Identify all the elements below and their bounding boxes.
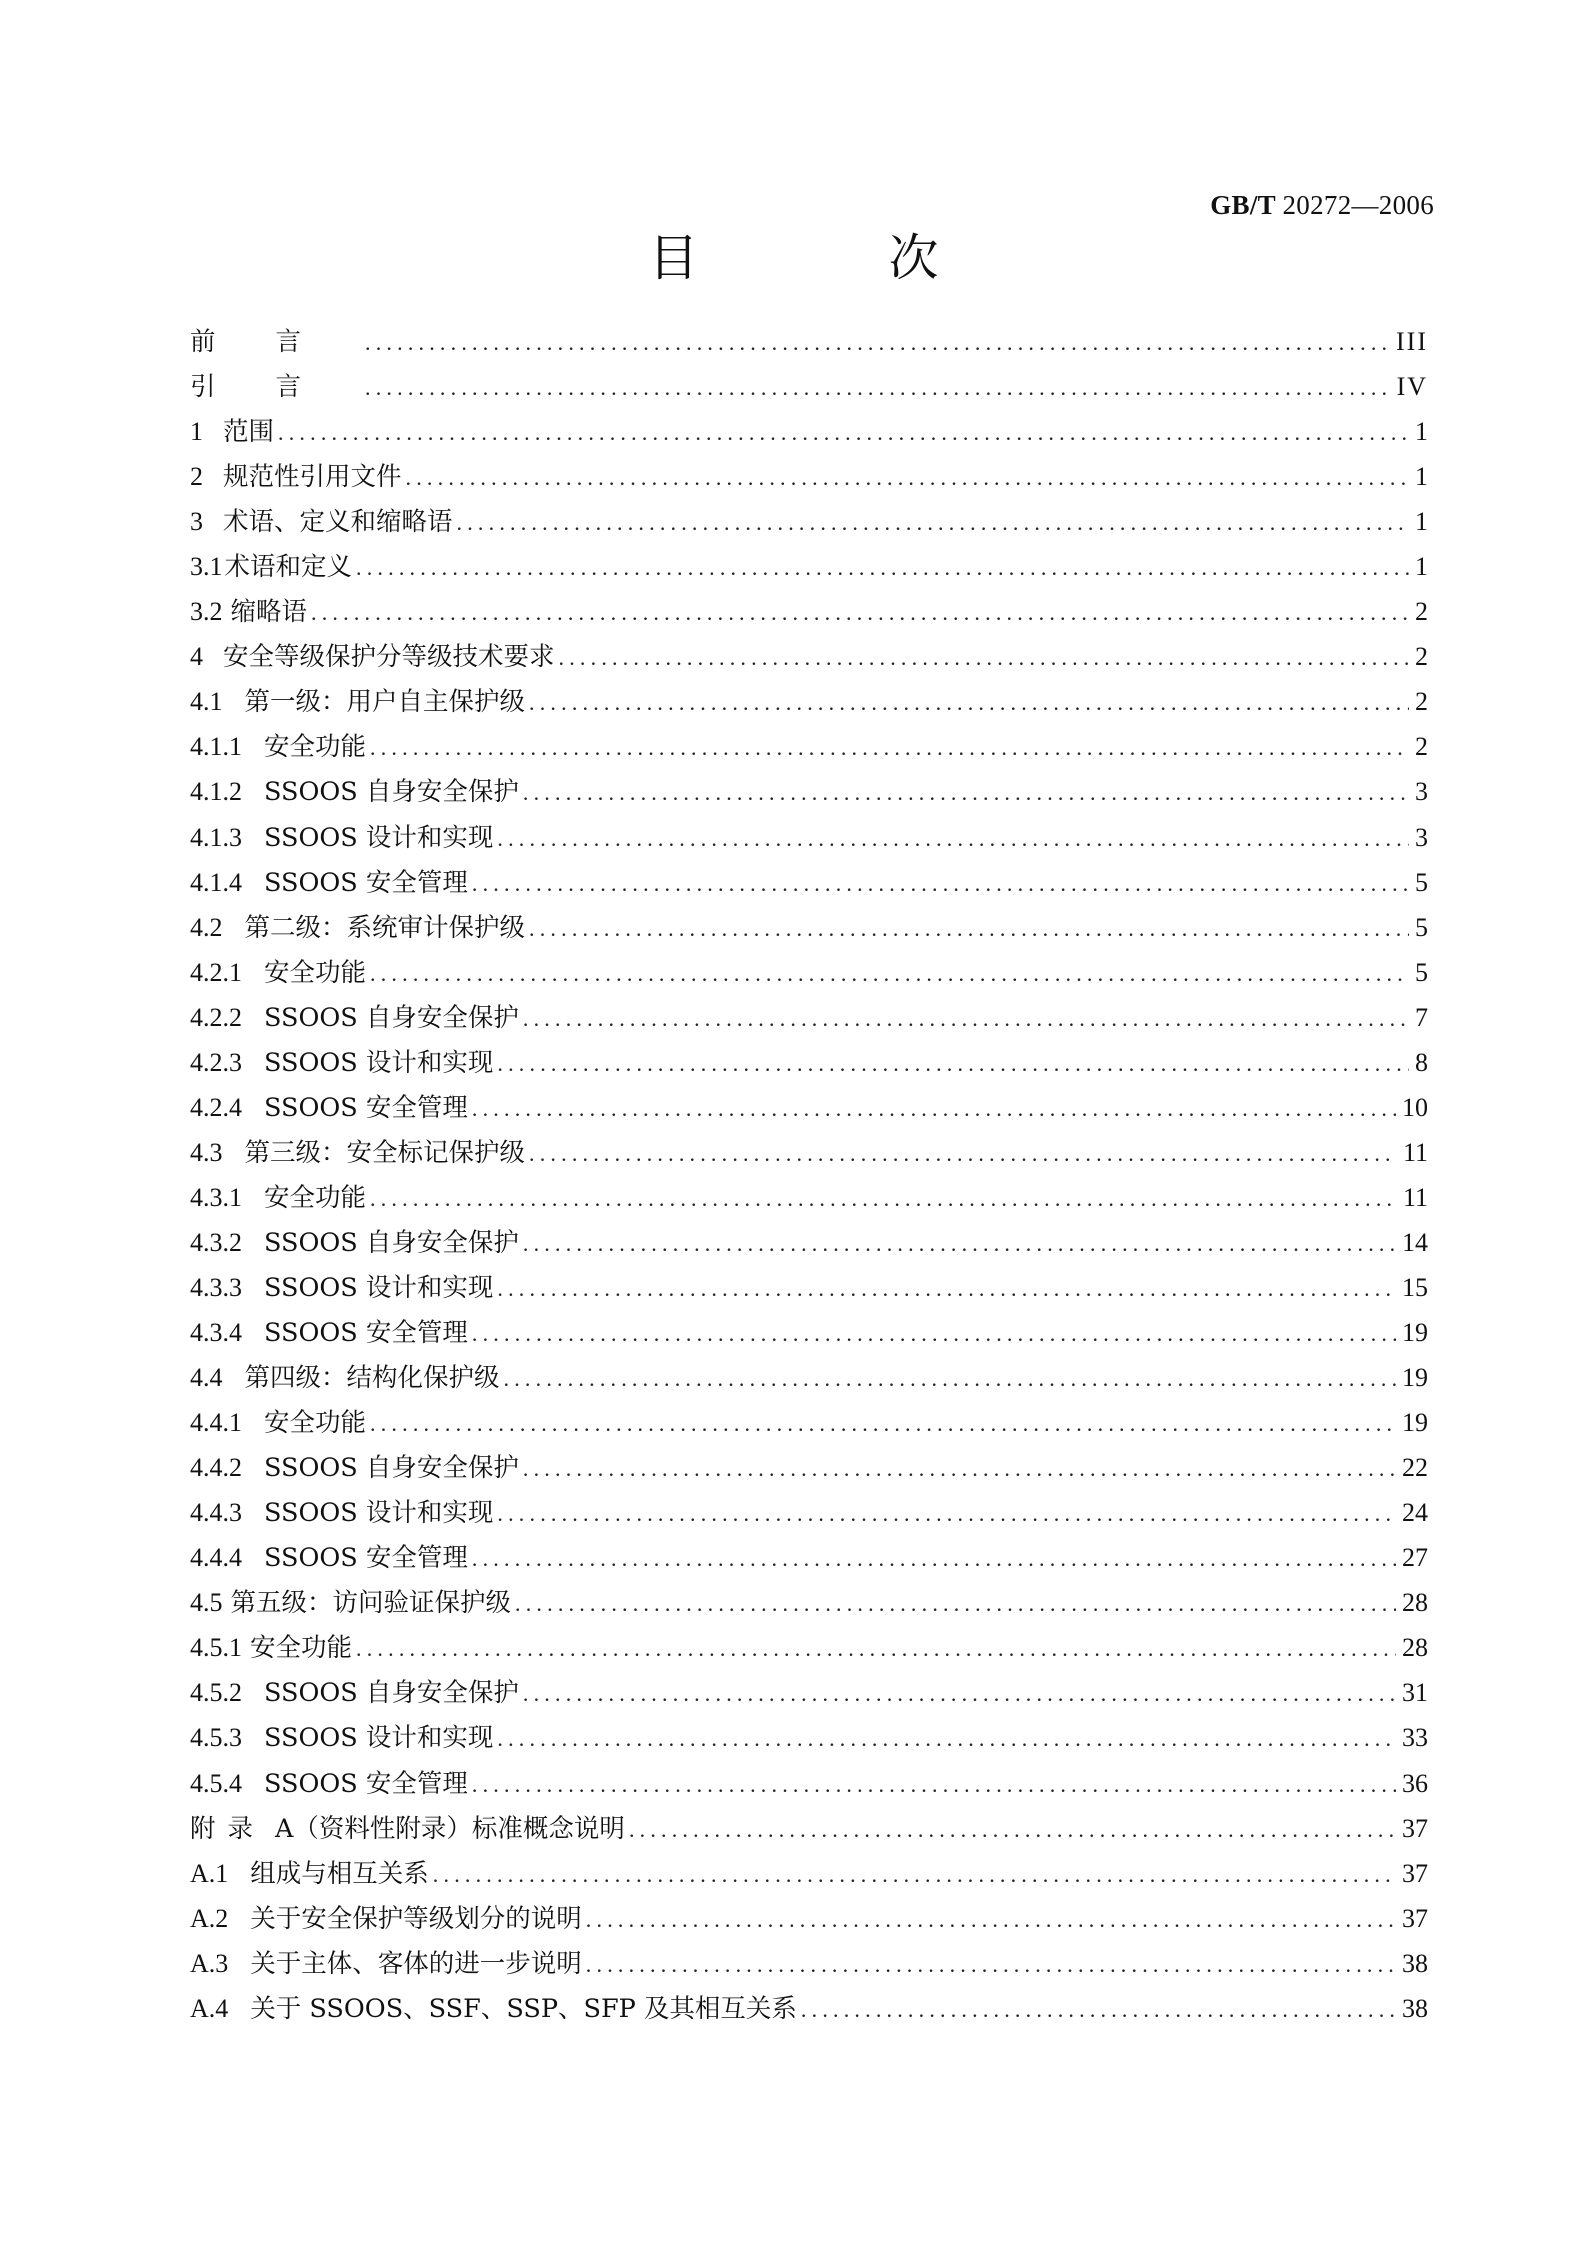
toc-entry-number: 3: [190, 507, 203, 537]
toc-leader-dots: [370, 951, 1409, 996]
toc-entry[interactable]: [190, 860, 1428, 905]
toc-entry-number: 4.5.2: [190, 1678, 242, 1708]
toc-entry-page: 19: [1402, 1318, 1428, 1348]
toc-entry-title: A（资料性附录）标准概念说明: [275, 1813, 625, 1844]
toc-entry-title: 安全功能: [250, 1633, 353, 1664]
toc-entry-number: 4.2: [190, 912, 223, 942]
toc-leader-dots: [497, 1041, 1409, 1086]
toc-entry-number: 4.5: [190, 1588, 223, 1618]
toc-entry-number: 4.3.4: [190, 1318, 242, 1348]
toc-entry[interactable]: [190, 544, 1428, 589]
toc-leader-dots: [586, 1942, 1396, 1987]
toc-leader-dots: [586, 1897, 1396, 1942]
toc-entry-page: 5: [1415, 867, 1428, 897]
toc-entry-page: 28: [1402, 1633, 1428, 1663]
toc-entry-number: 4.5.3: [190, 1723, 242, 1753]
toc-leader-dots: [472, 1311, 1396, 1356]
toc-entry-page: 1: [1415, 552, 1428, 582]
toc-entry[interactable]: [190, 634, 1428, 679]
toc-leader-dots: [801, 1987, 1396, 2032]
toc-entry[interactable]: [190, 995, 1428, 1040]
toc-entry[interactable]: [190, 319, 1428, 364]
toc-entry-number: 4.4.3: [190, 1498, 242, 1528]
toc-entry-page: 22: [1402, 1453, 1428, 1483]
toc-entry[interactable]: [190, 499, 1428, 544]
standard-prefix: GB/T: [1210, 190, 1276, 220]
toc-entry-page: 14: [1402, 1227, 1428, 1257]
toc-entry-number: 4.4.4: [190, 1543, 242, 1573]
toc-leader-dots: [523, 1671, 1396, 1716]
toc-entry[interactable]: [190, 1715, 1428, 1760]
toc-entry-number: 4.1.4: [190, 867, 242, 897]
toc-leader-dots: [504, 1356, 1396, 1401]
toc-entry[interactable]: [190, 1670, 1428, 1715]
toc-entry-number: 3.2: [190, 597, 223, 627]
toc-entry-title: SSOOS 自身安全保护: [264, 1453, 519, 1484]
toc-entry-page: 24: [1402, 1498, 1428, 1528]
toc-leader-dots: [457, 500, 1409, 545]
toc-entry[interactable]: [190, 1220, 1428, 1265]
toc-entry-page: 36: [1402, 1768, 1428, 1798]
toc-entry[interactable]: [190, 1896, 1428, 1941]
toc-entry-number: 4.4: [190, 1363, 223, 1393]
toc-entry-number: 4.1.2: [190, 777, 242, 807]
toc-leader-dots: [529, 680, 1409, 725]
toc-entry-number: 附录: [190, 1813, 266, 1844]
toc-leader-dots: [472, 1762, 1396, 1807]
toc-entry[interactable]: [190, 1761, 1428, 1806]
toc-entry-title: SSOOS 自身安全保护: [264, 777, 519, 808]
toc-entry-page: 5: [1415, 957, 1428, 987]
toc-entry-page: 33: [1402, 1723, 1428, 1753]
toc-entry-title: SSOOS 设计和实现: [264, 822, 494, 853]
toc-leader-dots: [472, 861, 1409, 906]
toc-entry-number: 4.2.2: [190, 1002, 242, 1032]
toc-leader-dots: [370, 1401, 1396, 1446]
toc-leader-dots: [406, 455, 1409, 500]
toc-entry-number: 4.3.1: [190, 1182, 242, 1212]
toc-entry[interactable]: [190, 1625, 1428, 1670]
toc-entry-page: IV: [1396, 372, 1428, 402]
toc-entry-page: 8: [1415, 1047, 1428, 1077]
toc-leader-dots: [356, 1626, 1396, 1671]
toc-entry-number: 4.3.3: [190, 1272, 242, 1302]
toc-entry-title: 安全功能: [264, 732, 367, 763]
toc-entry-title: SSOOS 自身安全保护: [264, 1002, 519, 1033]
toc-leader-dots: [523, 1221, 1396, 1266]
toc-entry-title: 安全功能: [264, 1182, 367, 1213]
toc-entry-title: 第一级：用户自主保护级: [244, 687, 526, 718]
toc-entry-page: 11: [1402, 1182, 1428, 1212]
toc-entry-page: III: [1396, 327, 1428, 356]
toc-entry-number: 4.3: [190, 1137, 223, 1167]
toc-entry-page: 15: [1402, 1272, 1428, 1302]
toc-entry-page: 2: [1415, 732, 1428, 762]
toc-entry-page: 37: [1402, 1903, 1428, 1933]
toc-entry[interactable]: [190, 679, 1428, 724]
toc-entry-number: 4.5.1: [190, 1633, 242, 1663]
toc-entry[interactable]: [190, 769, 1428, 814]
toc-entry[interactable]: [190, 1490, 1428, 1535]
toc-entry-page: 1: [1415, 462, 1428, 492]
toc-entry[interactable]: [190, 1986, 1428, 2031]
toc-entry-page: 37: [1402, 1858, 1428, 1888]
toc-entry-page: 1: [1415, 507, 1428, 537]
toc-entry-title: 安全等级保护分等级技术要求: [223, 642, 555, 673]
toc-entry-number: 4.1: [190, 687, 223, 717]
toc-entry[interactable]: [190, 364, 1428, 409]
toc-entry-number: 4.1.3: [190, 822, 242, 852]
toc-leader-dots: [559, 635, 1409, 680]
toc-entry-page: 37: [1402, 1813, 1428, 1843]
toc-entry-number: 4.2.4: [190, 1092, 242, 1122]
toc-entry-title: 关于主体、客体的进一步说明: [250, 1948, 582, 1979]
toc-entry[interactable]: [190, 1130, 1428, 1175]
toc-leader-dots: [497, 1491, 1396, 1536]
toc-entry[interactable]: [190, 1085, 1428, 1130]
toc-entry-page: 5: [1415, 912, 1428, 942]
toc-entry-page: 11: [1402, 1137, 1428, 1167]
toc-leader-dots: [472, 1086, 1396, 1131]
toc-entry-title: SSOOS 设计和实现: [264, 1047, 494, 1078]
toc-entry-title: 第三级：安全标记保护级: [244, 1137, 526, 1168]
toc-entry-number: A.1: [190, 1858, 229, 1888]
toc-leader-dots: [523, 996, 1409, 1041]
toc-leader-dots: [529, 906, 1409, 951]
toc-entry-number: 4.5.4: [190, 1768, 242, 1798]
toc-entry-title: SSOOS 自身安全保护: [264, 1227, 519, 1258]
toc-entry-page: 2: [1415, 597, 1428, 627]
toc-entry-page: 10: [1402, 1092, 1428, 1122]
toc-leader-dots: [365, 320, 1390, 365]
toc-entry-page: 19: [1402, 1363, 1428, 1393]
toc-entry-number: 4.2.1: [190, 957, 242, 987]
toc-leader-dots: [497, 1716, 1396, 1761]
toc-entry-page: 19: [1402, 1408, 1428, 1438]
toc-entry-number: 4.1.1: [190, 732, 242, 762]
toc-entry-page: 27: [1402, 1543, 1428, 1573]
toc-entry-number: 2: [190, 462, 203, 492]
toc-entry-page: 2: [1415, 642, 1428, 672]
toc-entry[interactable]: [190, 1445, 1428, 1490]
toc-entry-title: SSOOS 安全管理: [264, 867, 468, 898]
toc-leader-dots: [515, 1581, 1396, 1626]
standard-number: 20272—2006: [1282, 190, 1434, 220]
toc-leader-dots: [356, 545, 1409, 590]
toc-entry[interactable]: [190, 724, 1428, 769]
toc-entry-page: 31: [1402, 1678, 1428, 1708]
toc-entry-title: SSOOS 安全管理: [264, 1318, 468, 1349]
toc-entry-title: 前言: [190, 327, 362, 357]
toc-entry-title: SSOOS 设计和实现: [264, 1723, 494, 1754]
toc-entry[interactable]: [190, 1040, 1428, 1085]
toc-leader-dots: [370, 1176, 1397, 1221]
toc-entry-page: 3: [1415, 822, 1428, 852]
toc-entry-number: A.4: [190, 1993, 229, 2023]
toc-entry-number: 1: [190, 417, 203, 447]
toc-entry-title: 术语、定义和缩略语: [223, 507, 453, 538]
toc-entry[interactable]: [190, 1400, 1428, 1445]
toc-entry[interactable]: [190, 815, 1428, 860]
toc-entry-title: 术语和定义: [224, 552, 353, 583]
toc-entry-title: SSOOS 设计和实现: [264, 1498, 494, 1529]
toc-entry[interactable]: [190, 454, 1428, 499]
toc-entry-number: 4.3.2: [190, 1227, 242, 1257]
toc-entry-title: 安全功能: [264, 1408, 367, 1439]
toc-leader-dots: [311, 590, 1409, 635]
toc-entry[interactable]: [190, 1851, 1428, 1896]
toc-entry-title: 范围: [223, 417, 275, 448]
toc-entry-number: 3.1: [190, 552, 223, 582]
toc-entry-number: A.2: [190, 1903, 229, 1933]
toc-leader-dots: [629, 1807, 1396, 1852]
toc-entry-number: 4.4.1: [190, 1408, 242, 1438]
toc-leader-dots: [497, 1266, 1396, 1311]
toc-entry-title: 安全功能: [264, 957, 367, 988]
toc-entry-number: 4.2.3: [190, 1047, 242, 1077]
toc-entry-title: 第二级：系统审计保护级: [244, 912, 526, 943]
toc-entry[interactable]: [190, 1175, 1428, 1220]
toc-entry[interactable]: [190, 1941, 1428, 1986]
toc-entry-title: 规范性引用文件: [223, 462, 402, 493]
toc-entry-page: 1: [1415, 417, 1428, 447]
toc-entry[interactable]: [190, 409, 1428, 454]
toc-entry-title: 关于安全保护等级划分的说明: [250, 1903, 582, 1934]
toc-entry[interactable]: [190, 1355, 1428, 1400]
page-title: 目次: [648, 229, 1129, 287]
toc-entry-number: A.3: [190, 1948, 229, 1978]
toc-leader-dots: [365, 365, 1391, 410]
standard-code: [1210, 190, 1434, 221]
toc-leader-dots: [433, 1852, 1396, 1897]
toc-entry-page: 3: [1415, 777, 1428, 807]
toc-entry-page: 2: [1415, 687, 1428, 717]
toc-entry[interactable]: [190, 950, 1428, 995]
toc-leader-dots: [472, 1536, 1396, 1581]
toc-leader-dots: [278, 410, 1409, 455]
toc-entry-title: 第四级：结构化保护级: [244, 1363, 500, 1394]
toc-entry[interactable]: [190, 1535, 1428, 1580]
toc-entry[interactable]: [190, 905, 1428, 950]
toc-entry-page: 38: [1402, 1948, 1428, 1978]
toc-entry-title: SSOOS 安全管理: [264, 1543, 468, 1574]
toc-entry-title: 缩略语: [230, 597, 308, 628]
toc-leader-dots: [529, 1131, 1397, 1176]
toc-entry-number: 4: [190, 642, 203, 672]
toc-entry-title: 第五级：访问验证保护级: [230, 1588, 512, 1619]
toc-entry-title: SSOOS 自身安全保护: [264, 1678, 519, 1709]
toc-entry[interactable]: [190, 1265, 1428, 1310]
toc-entry-title: SSOOS 安全管理: [264, 1092, 468, 1123]
toc-entry-title: SSOOS 安全管理: [264, 1768, 468, 1799]
table-of-contents: [190, 319, 1428, 2031]
toc-entry-title: 引言: [190, 372, 362, 403]
toc-entry[interactable]: [190, 589, 1428, 634]
toc-leader-dots: [523, 1446, 1396, 1491]
toc-leader-dots: [497, 816, 1409, 861]
toc-entry-page: 7: [1415, 1002, 1428, 1032]
toc-entry-title: SSOOS 设计和实现: [264, 1272, 494, 1303]
toc-entry-page: 38: [1402, 1993, 1428, 2023]
toc-entry[interactable]: [190, 1580, 1428, 1625]
toc-entry-page: 28: [1402, 1588, 1428, 1618]
toc-entry-number: 4.4.2: [190, 1453, 242, 1483]
toc-leader-dots: [523, 770, 1409, 815]
toc-entry-title: 关于 SSOOS、SSF、SSP、SFP 及其相互关系: [250, 1993, 797, 2024]
toc-leader-dots: [370, 725, 1409, 770]
toc-entry[interactable]: [190, 1806, 1428, 1851]
toc-entry-title: 组成与相互关系: [250, 1858, 429, 1889]
toc-entry[interactable]: [190, 1310, 1428, 1355]
